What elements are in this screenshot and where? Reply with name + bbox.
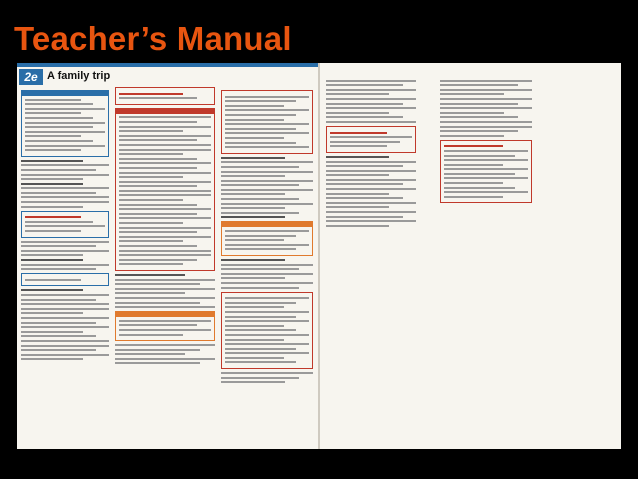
key-box (115, 87, 215, 105)
key-answers-box (21, 211, 109, 238)
page-top-bar (17, 63, 318, 67)
left-column-3 (221, 87, 313, 386)
background-notes-box (115, 311, 215, 341)
left-column-2 (115, 87, 215, 367)
objectives-box (21, 90, 109, 157)
answer-key-box (221, 90, 313, 154)
language-box (221, 221, 313, 256)
unit-badge: 2e (19, 69, 43, 85)
right-page (320, 63, 621, 449)
right-column-1 (326, 77, 416, 229)
suggested-answer-box (221, 292, 313, 370)
right-column-2 (440, 77, 532, 206)
suggested-answer-box-right (440, 140, 532, 204)
key-box-small (21, 273, 109, 286)
left-column-1 (21, 87, 109, 363)
manual-spread-image (17, 63, 621, 449)
key-box-right (326, 126, 416, 153)
unit-title: A family trip (47, 70, 111, 82)
listening-transcript-box (115, 108, 215, 271)
left-page (17, 63, 318, 449)
slide-title: Teacher’s Manual (14, 20, 292, 57)
